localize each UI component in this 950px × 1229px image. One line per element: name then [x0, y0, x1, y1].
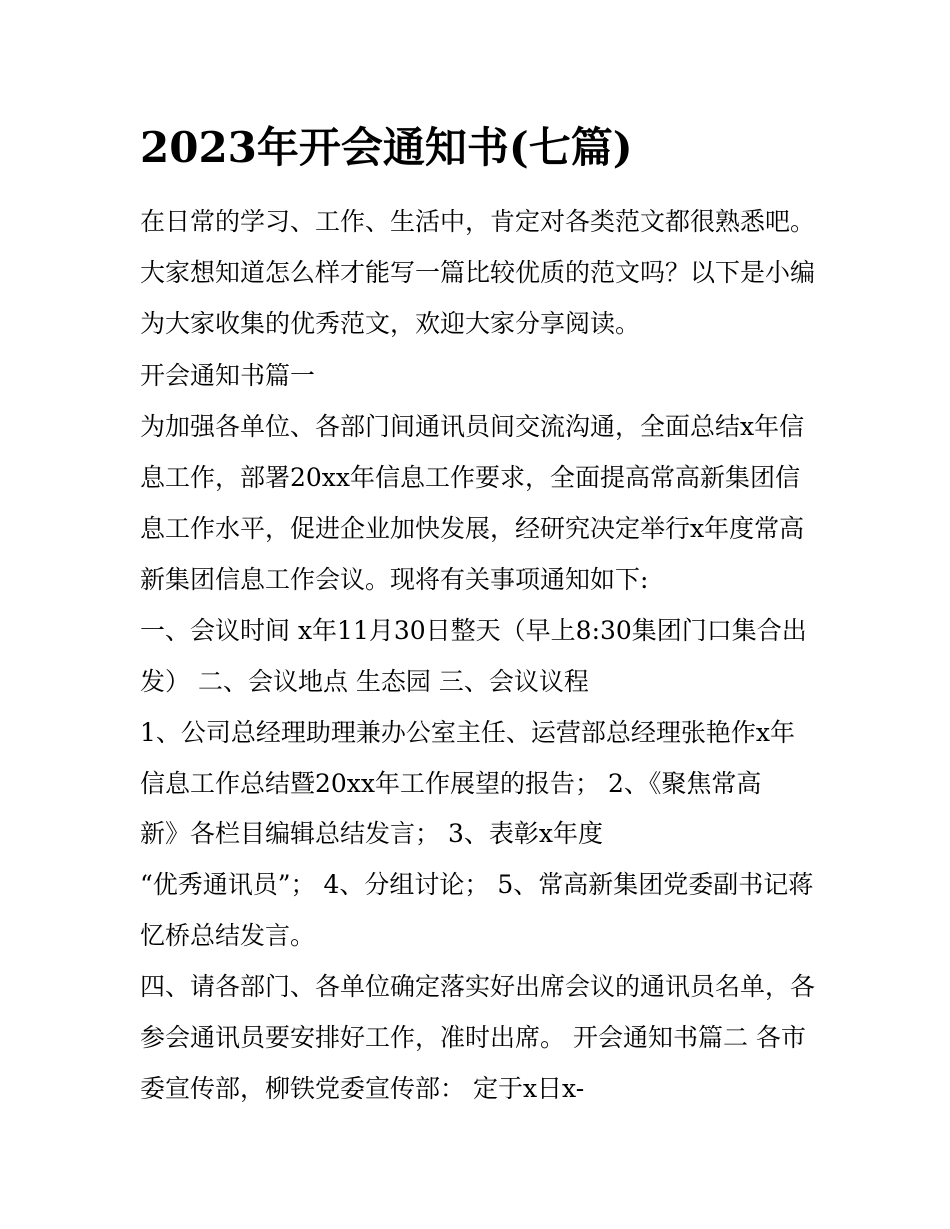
paragraph-line: 信息工作总结暨20xx年工作展望的报告； 2、《聚焦常高 — [140, 769, 762, 798]
paragraph-line: 参会通讯员要安排好工作，准时出席。 开会通知书篇二 各市 — [140, 1023, 806, 1052]
paragraph-line: 新集团信息工作会议。现将有关事项通知如下: — [140, 565, 649, 594]
paragraph-line: 忆桥总结发言。 — [140, 921, 316, 950]
paragraph-line: 四、请各部门、各单位确定落实好出席会议的通讯员名单，各 — [140, 972, 816, 1001]
paragraph-line: 新》各栏目编辑总结发言； 3、表彰x年度 — [140, 819, 603, 848]
paragraph-line: 在日常的学习、工作、生活中，肯定对各类范文都很熟悉吧。 — [140, 207, 816, 236]
paragraph-line: 为加强各单位、各部门间通讯员间交流沟通，全面总结x年信 — [140, 412, 805, 441]
document-title: 2023年开会通知书(七篇) — [140, 123, 633, 172]
paragraph-line: 息工作，部署20xx年信息工作要求，全面提高常高新集团信 — [140, 463, 801, 492]
paragraph-line: “优秀通讯员”； 4、分组讨论； 5、常高新集团党委副书记蒋 — [140, 870, 814, 899]
paragraph-line: 为大家收集的优秀范文，欢迎大家分享阅读。 — [140, 309, 641, 338]
paragraph-line: 委宣传部，柳铁党委宣传部： 定于x日x- — [140, 1074, 585, 1103]
paragraph-line: 1、公司总经理助理兼办公室主任、运营部总经理张艳作x年 — [140, 718, 796, 747]
paragraph-line: 一、会议时间 x年11月30日整天（早上8:30集团门口集合出 — [140, 616, 807, 645]
paragraph-line: 息工作水平，促进企业加快发展，经研究决定举行x年度常高 — [140, 514, 805, 543]
paragraph-line: 发） 二、会议地点 生态园 三、会议议程 — [140, 667, 589, 696]
section-heading: 开会通知书篇一 — [140, 361, 316, 390]
paragraph-line: 大家想知道怎么样才能写一篇比较优质的范文吗？以下是小编 — [140, 258, 816, 287]
